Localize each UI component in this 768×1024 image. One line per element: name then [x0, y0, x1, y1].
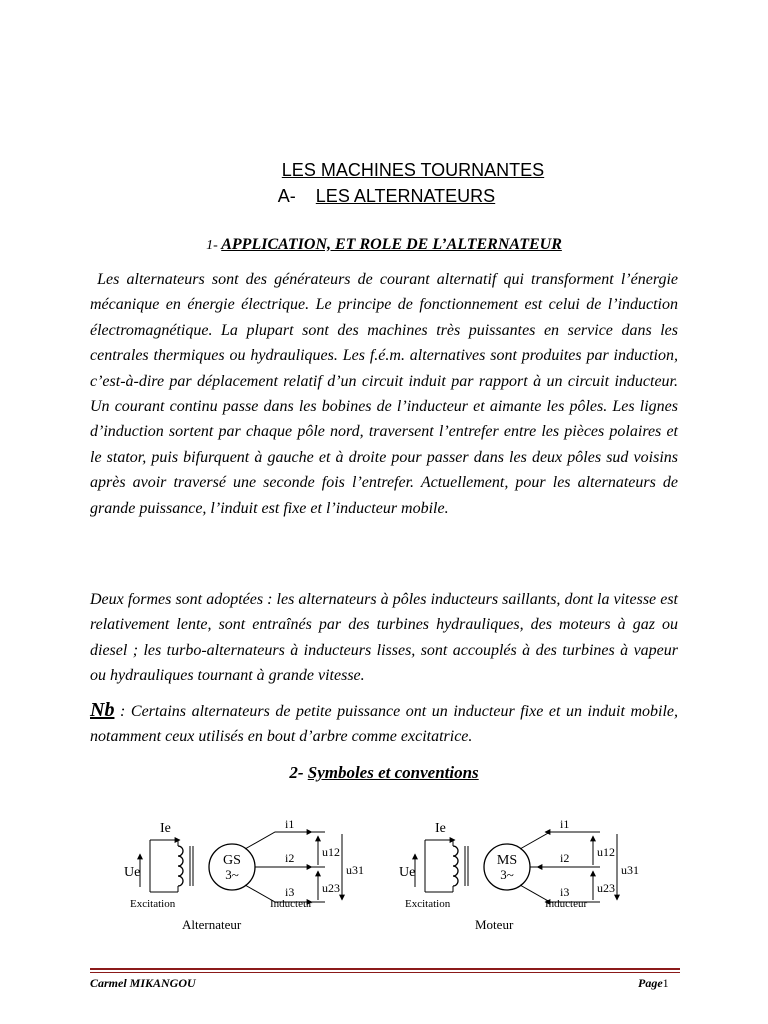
right-u12-label: u12: [597, 845, 615, 859]
section1-title: APPLICATION, ET ROLE DE L’ALTERNATEUR: [221, 236, 562, 253]
footer-page-label: Page: [638, 976, 663, 990]
right-u23-label: u23: [597, 881, 615, 895]
section1-number: 1-: [206, 238, 218, 253]
subtitle-prefix: A-: [277, 186, 296, 206]
left-coil-icon: [178, 846, 183, 886]
section2-title: Symboles et conventions: [307, 763, 479, 782]
right-coil-icon: [453, 846, 458, 886]
footer-page: [638, 976, 669, 991]
title-line-1: LES MACHINES TOURNANTES: [281, 160, 545, 180]
left-u31-label: u31: [346, 863, 364, 877]
nb-text: : Certains alternateurs de petite puissance ont un inducteur fixe et un induit mobile, notamment ceux utilisés en bout d’arbre comme excitatrice.: [90, 703, 678, 746]
right-machine-line1: MS: [496, 853, 518, 868]
machine-symbols-figure: [120, 812, 660, 937]
left-line-1: [245, 832, 325, 849]
footer-page-number: 1: [662, 976, 669, 990]
paragraph-1-text: Les alternateurs sont des générateurs de courant alternatif qui transforment l’énergie mécanique en énergie électrique. Le principe de fonctionnement est celui de l’induction électromagnétique. La plupart sont des machines très puissantes en service dans les centrales thermiques ou hydrauliques. Les f.é.m. alternatives sont produites par induction, c’est-à-dire par déplacement relatif d’un circuit induit par rapport à un circuit inducteur. Un courant continu passe dans les bobines de l’inducteur et aimante les pôles. Les lignes d’induction sortent par chaque pôle nord, traversent l’entrefer entre les pièces polaires et le stator, puis bifurquent à gauche et à droite pour passer dans les deux pôles sud voisins après avoir traversé une seconde fois l’entrefer. Actuellement, pour les alternateurs de grande puissance, l’induit est fixe et l’inducteur mobile.: [90, 271, 683, 517]
right-line-1: [520, 832, 600, 849]
paragraph-2: [90, 587, 678, 689]
footer-rule: [90, 968, 680, 970]
left-excitation-label: Excitation: [130, 898, 176, 910]
left-voltage-label: Ue: [124, 865, 141, 880]
left-machine-line2: 3~: [225, 867, 239, 882]
section2-number: 2-: [289, 763, 304, 782]
alternateur-diagram: [124, 817, 364, 932]
left-inducteur-label: Inducteur: [270, 898, 313, 910]
left-current-label: Ie: [160, 821, 171, 836]
nb-label: Nb: [90, 699, 115, 721]
left-i1-label: i1: [285, 817, 295, 831]
right-excitation-label: Excitation: [405, 898, 451, 910]
right-i1-label: i1: [560, 817, 570, 831]
footer-rule-thin: [90, 972, 680, 973]
right-current-label: Ie: [435, 821, 446, 836]
moteur-diagram: [399, 817, 639, 932]
right-machine-line2: 3~: [500, 867, 514, 882]
left-machine-line1: GS: [223, 853, 241, 868]
left-u12-label: u12: [322, 845, 340, 859]
paragraph-1: [90, 267, 683, 521]
footer-author: Carmel MIKANGOU: [90, 976, 196, 990]
document-subtitle: [0, 186, 768, 207]
right-voltage-label: Ue: [399, 865, 416, 880]
document-title: [0, 160, 768, 181]
right-u31-label: u31: [621, 863, 639, 877]
right-i3-label: i3: [560, 885, 570, 899]
left-caption: Alternateur: [182, 917, 242, 932]
left-i2-label: i2: [285, 851, 295, 865]
paragraph-2-text: Deux formes sont adoptées : les alternateurs à pôles inducteurs saillants, dont la vitesse est relativement lente, sont entraînés par des turbines hydrauliques, des moteurs à gaz ou diesel ; les turbo-alternateurs à inducteurs lisses, sont accouplés à des turbines à vapeur ou hydrauliques tournant à grande vitesse.: [90, 591, 678, 685]
section1-heading: [0, 236, 768, 254]
section2-heading: [0, 763, 768, 783]
nb-paragraph: [90, 698, 678, 750]
right-i2-label: i2: [560, 851, 570, 865]
right-inducteur-label: Inducteur: [545, 898, 588, 910]
right-caption: Moteur: [475, 917, 514, 932]
left-u23-label: u23: [322, 881, 340, 895]
left-i3-label: i3: [285, 885, 295, 899]
subtitle-text: LES ALTERNATEURS: [315, 186, 496, 206]
